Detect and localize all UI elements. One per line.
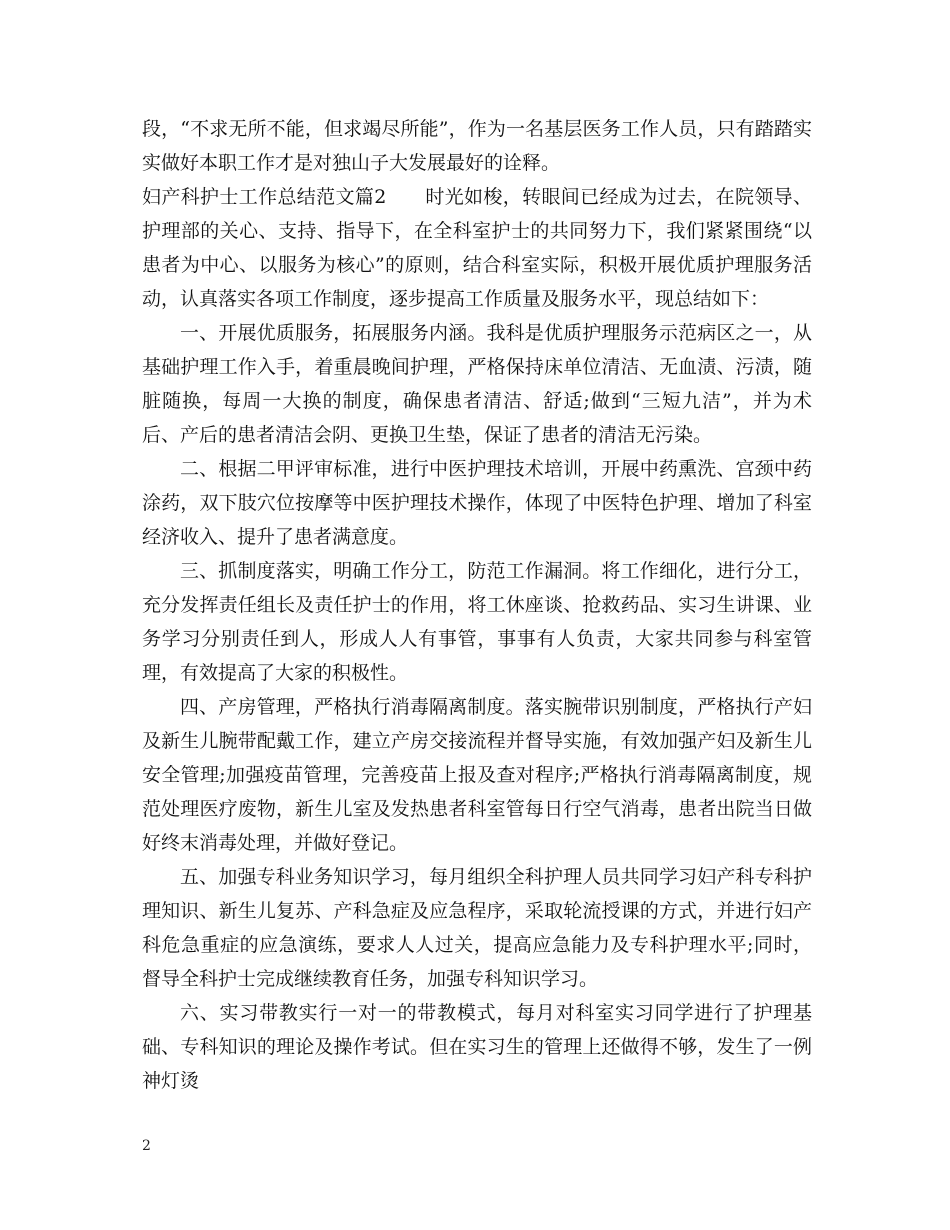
paragraph-section-2: 二、根据二甲评审标准，进行中医护理技术培训，开展中药熏洗、宫颈中药涂药，双下肢穴位按摩等中医护理技术操作，体现了中医特色护理、增加了科室经济收入、提升了患者满意度。 <box>142 458 812 548</box>
paragraph-section-1: 一、开展优质服务，拓展服务内涵。我科是优质护理服务示范病区之一，从基础护理工作入手，着重晨晚间护理，严格保持床单位清洁、无血渍、污渍，随脏随换，每周一大换的制度，确保患者清洁、舒适;做到“三短九洁”，并为术后、产后的患者清洁会阴、更换卫生垫，保证了患者的清洁无污染。 <box>142 322 812 446</box>
paragraph-article-heading: 妇产科护士工作总结范文篇2 时光如梭，转眼间已经成为过去，在院领导、护理部的关心、支持、指导下，在全科室护士的共同努力下，我们紧紧围绕“以患者为中心、以服务为核心”的原则，结合科室实际，积极开展优质护理服务活动，认真落实各项工作制度，逐步提高工作质量及服务水平，现总结如下： <box>142 186 812 310</box>
paragraph-section-5: 五、加强专科业务知识学习，每月组织全科护理人员共同学习妇产科专科护理知识、新生儿复苏、产科急症及应急程序，采取轮流授课的方式，并进行妇产科危急重症的应急演练，要求人人过关，提高应急能力及专科护理水平;同时，督导全科护士完成继续教育任务，加强专科知识学习。 <box>142 866 812 990</box>
document-body <box>142 112 812 1098</box>
paragraph-continuation: 段，“不求无所不能，但求竭尽所能”，作为一名基层医务工作人员，只有踏踏实实做好本职工作才是对独山子大发展最好的诠释。 <box>142 118 812 174</box>
paragraph-section-6: 六、实习带教实行一对一的带教模式，每月对科室实习同学进行了护理基础、专科知识的理论及操作考试。但在实习生的管理上还做得不够，发生了一例神灯烫 <box>142 1002 812 1092</box>
page-number: 2 <box>142 1138 151 1154</box>
paragraph-section-4: 四、产房管理，严格执行消毒隔离制度。落实腕带识别制度，严格执行产妇及新生儿腕带配戴工作，建立产房交接流程并督导实施，有效加强产妇及新生儿安全管理;加强疫苗管理，完善疫苗上报及查对程序;严格执行消毒隔离制度，规范处理医疗废物，新生儿室及发热患者科室管每日行空气消毒，患者出院当日做好终末消毒处理，并做好登记。 <box>142 696 812 854</box>
paragraph-section-3: 三、抓制度落实，明确工作分工，防范工作漏洞。将工作细化，进行分工，充分发挥责任组长及责任护士的作用，将工休座谈、抢救药品、实习生讲课、业务学习分别责任到人，形成人人有事管，事事有人负责，大家共同参与科室管理，有效提高了大家的积极性。 <box>142 560 812 684</box>
